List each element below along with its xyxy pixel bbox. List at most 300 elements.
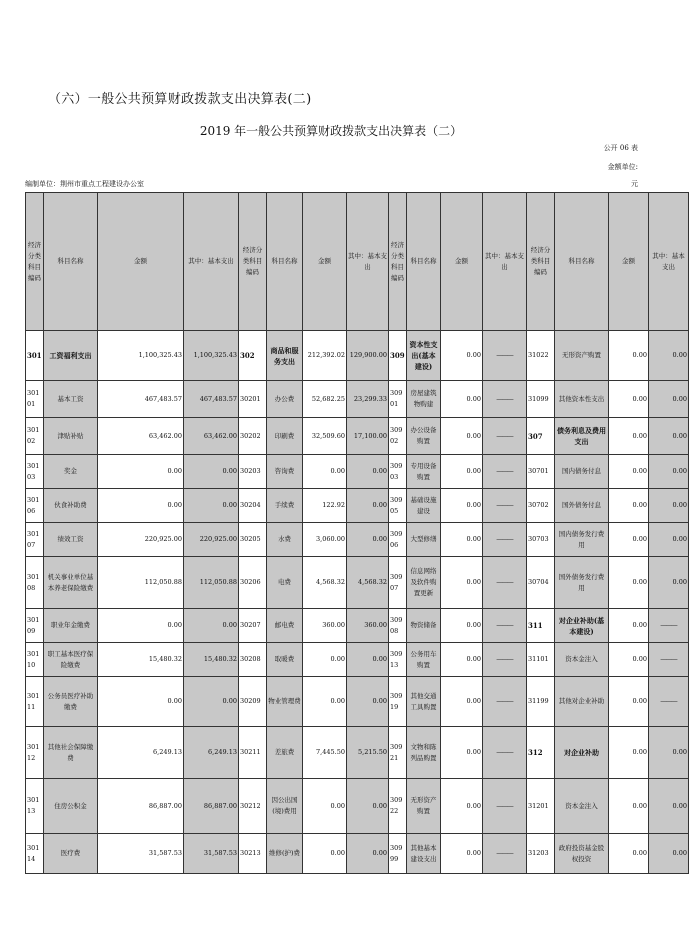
table-cell [98,677,184,727]
cell-text: 0.00 [372,849,387,857]
cell-text: 职业年金缴费 [51,621,90,629]
table-cell [267,381,303,418]
dash-placeholder: ——— [496,748,513,756]
dash-placeholder: ——— [496,431,513,440]
cell-text: 30908 [390,615,403,635]
table-cell [26,727,44,779]
cell-text: 301 [27,351,42,360]
cell-text: 307 [528,431,543,441]
table-cell [26,779,44,834]
cell-text: 无形资产购置 [562,351,601,359]
table-cell [527,418,555,455]
cell-text: 30906 [390,529,403,549]
table-cell [347,489,389,523]
table-cell [239,489,267,523]
cell-text: 0.00 [466,351,481,359]
table-cell [26,523,44,557]
table-cell [389,779,407,834]
table-cell [184,523,239,557]
cell-text: 0.00 [672,578,687,586]
table-cell [555,331,609,381]
cell-text: 312 [528,748,543,757]
table-cell [184,418,239,455]
cell-text: 取暖费 [274,655,295,663]
table-cell [407,418,441,455]
cell-text: 办公费 [274,394,295,403]
table-row [26,779,689,834]
table-cell [649,557,689,609]
table-cell [649,677,689,727]
table-cell [609,418,649,455]
table-cell [527,609,555,643]
cell-text: 30212 [240,801,261,810]
cell-text: 0.00 [632,621,647,629]
cell-text: 对企业补助(基本建设) [558,615,605,636]
table-cell [267,609,303,643]
cell-text: 0.00 [466,578,481,586]
cell-text: 0.00 [330,849,345,857]
cell-text: 63,462.00 [148,431,182,440]
table-cell [483,523,527,557]
table-cell [184,455,239,489]
table-cell [184,779,239,834]
table-cell [441,727,483,779]
cell-text: 30114 [27,843,40,863]
table-cell [555,523,609,557]
cell-text: 122.92 [322,501,345,509]
table-cell [407,643,441,677]
dash-placeholder: ——— [496,621,513,629]
cell-text: 6,249.13 [208,748,237,756]
table-cell [44,643,98,677]
cell-text: 0.00 [330,801,345,810]
cell-text: 0.00 [372,655,387,663]
cell-text: 30205 [240,535,261,543]
cell-text: 资本金注入 [565,655,598,663]
table-cell [26,609,44,643]
header-cell: 科目名称 [267,193,303,331]
cell-text: 32,509.60 [311,431,345,440]
table-cell [483,779,527,834]
cell-text: 其他交通工具购置 [410,691,437,711]
header-cell: 其中：基本支出 [483,193,527,331]
table-cell [347,557,389,609]
table-cell [441,779,483,834]
cell-text: 311 [528,621,543,630]
cell-text: 因公出国(境)费用 [271,796,298,815]
table-cell [303,677,347,727]
cell-text: 309 [390,351,405,360]
table-cell [303,834,347,874]
cell-text: 0.00 [632,849,647,857]
table-header-row [26,193,689,331]
cell-text: 0.00 [330,655,345,663]
table-cell [44,455,98,489]
cell-text: 31203 [528,849,549,857]
cell-text: 大型修缮 [410,535,437,543]
table-cell [609,677,649,727]
cell-text: 30901 [390,389,403,408]
table-cell [26,557,44,609]
table-cell [609,523,649,557]
table-cell [483,677,527,727]
cell-text: 国外债务付息 [562,501,601,509]
table-cell [267,523,303,557]
cell-text: 0.00 [466,431,481,440]
cell-text: 30701 [528,467,549,475]
table-cell [44,677,98,727]
header-cell: 经济分类科目编码 [527,193,555,331]
cell-text: 31099 [528,394,549,403]
table-cell [649,779,689,834]
cell-text: 绩效工资 [57,535,84,543]
table-cell [389,523,407,557]
table-cell [407,779,441,834]
header-cell: 经济分类科目编码 [239,193,267,331]
cell-text: 31201 [528,801,549,810]
cell-text: 112,050.88 [199,578,237,586]
table-cell [26,455,44,489]
table-cell [527,643,555,677]
table-cell [527,523,555,557]
table-cell [609,727,649,779]
cell-text: 其他社会保障缴费 [47,742,94,762]
table-cell [649,727,689,779]
table-cell [527,331,555,381]
table-cell [239,455,267,489]
table-cell [98,727,184,779]
table-cell [555,557,609,609]
cell-text: 资本性支出(基本建设) [409,340,438,371]
table-cell [267,677,303,727]
cell-text: 7,445.50 [316,748,345,756]
table-cell [649,381,689,418]
table-cell [44,331,98,381]
header-cell: 科目名称 [555,193,609,331]
header-cell: 经济分类科目编码 [26,193,44,331]
table-cell [184,727,239,779]
table-cell [98,523,184,557]
table-cell [267,779,303,834]
table-cell [389,643,407,677]
cell-text: 0.00 [372,801,387,810]
table-row [26,557,689,609]
cell-text: 对企业补助 [564,748,599,757]
cell-text: 基本工资 [57,394,84,403]
table-cell [389,381,407,418]
table-cell [267,557,303,609]
cell-text: 0.00 [632,394,647,403]
currency-label: 元 [631,180,638,188]
cell-text: 31022 [528,351,549,359]
table-cell [407,381,441,418]
header-cell: 科目名称 [44,193,98,331]
cell-text: 政府投资基金股权投资 [558,843,605,863]
table-cell [267,489,303,523]
cell-text: 物资储备 [410,621,437,629]
table-cell [483,489,527,523]
dash-placeholder: ——— [496,655,513,663]
table-cell [26,331,44,381]
table-cell [441,381,483,418]
table-body [26,331,689,874]
table-row [26,727,689,779]
cell-text: 住房公积金 [54,801,87,810]
cell-text: 30112 [27,742,40,762]
table-cell [347,381,389,418]
table-cell [555,643,609,677]
cell-text: 30208 [240,655,261,663]
table-cell [44,779,98,834]
cell-text: 机关事业单位基本养老保险缴费 [47,572,94,592]
cell-text: 房屋建筑物购建 [410,389,437,408]
table-cell [389,418,407,455]
cell-text: 债务利息及费用支出 [557,426,606,446]
table-cell [347,609,389,643]
table-cell [609,455,649,489]
cell-text: 伙食补助费 [54,501,87,509]
cell-text: 30999 [390,843,403,863]
cell-text: 0.00 [672,748,687,756]
table-cell [649,331,689,381]
cell-text: 0.00 [466,748,481,756]
table-cell [389,455,407,489]
table-cell [527,381,555,418]
table-cell [483,727,527,779]
cell-text: 30203 [240,467,261,475]
cell-text: 其他基本建设支出 [410,843,437,863]
cell-text: 30109 [27,615,40,635]
table-cell [483,609,527,643]
cell-text: 国内债务发行费用 [558,529,605,549]
table-cell [303,727,347,779]
table-cell [184,557,239,609]
cell-text: 邮电费 [274,621,295,629]
table-cell [555,677,609,727]
table-cell [347,523,389,557]
table-cell [239,523,267,557]
table-cell [184,609,239,643]
table-cell [347,418,389,455]
cell-text: 467,483.57 [199,394,237,403]
table-row [26,489,689,523]
table-cell [44,727,98,779]
table-cell [555,609,609,643]
cell-text: 4,568.32 [358,578,387,586]
table-cell [239,331,267,381]
cell-text: 0.00 [372,467,387,475]
cell-text: 30106 [27,495,40,515]
table-cell [407,727,441,779]
dash-placeholder: ——— [496,535,513,543]
table-cell [483,381,527,418]
cell-text: 0.00 [466,394,481,403]
table-cell [555,418,609,455]
cell-text: 6,249.13 [153,748,182,756]
cell-text: 专用设备购置 [410,461,437,481]
cell-text: 0.00 [372,535,387,543]
cell-text: 公务用车购置 [410,649,437,669]
table-cell [267,834,303,874]
table-cell [347,331,389,381]
cell-text: 30102 [27,426,40,445]
table-cell [441,609,483,643]
cell-text: 30103 [27,461,40,481]
dash-placeholder: ——— [496,501,513,509]
table-cell [98,609,184,643]
cell-text: 212,392.02 [307,351,345,359]
table-row [26,418,689,455]
cell-text: 52,682.25 [311,394,345,403]
cell-text: 0.00 [632,748,647,756]
cell-text: 31,587.53 [203,849,237,857]
cell-text: 0.00 [466,801,481,810]
cell-text: 467,483.57 [144,394,182,403]
table-cell [267,643,303,677]
cell-text: 0.00 [632,467,647,475]
header-cell: 经济分类科目编码 [389,193,407,331]
cell-text: 0.00 [672,394,687,403]
table-cell [303,609,347,643]
cell-text: 工资福利支出 [49,351,92,360]
cell-text: 信息网络及软件购置更新 [410,567,437,597]
cell-text: 30108 [27,572,40,592]
table-cell [98,455,184,489]
table-cell [441,557,483,609]
table-cell [267,418,303,455]
cell-text: 0.00 [222,621,237,629]
cell-text: 220,925.00 [199,535,237,543]
table-cell [184,643,239,677]
table-cell [267,455,303,489]
cell-text: 30201 [240,394,261,403]
cell-text: 0.00 [466,655,481,663]
table-cell [184,834,239,874]
table-cell [98,418,184,455]
table-cell [389,834,407,874]
dash-placeholder: ——— [660,621,677,629]
cell-text: 0.00 [672,801,687,810]
dash-placeholder: ——— [660,655,677,663]
cell-text: 63,462.00 [203,431,237,440]
cell-text: 0.00 [466,621,481,629]
header-cell: 其中：基本支出 [649,193,689,331]
table-cell [407,331,441,381]
cell-text: 86,887.00 [148,801,182,810]
table-cell [555,489,609,523]
dash-placeholder: ——— [496,394,513,403]
table-cell [184,489,239,523]
cell-text: 15,480.32 [148,655,182,663]
cell-text: 220,925.00 [144,535,182,543]
cell-text: 30919 [390,691,403,711]
table-cell [649,643,689,677]
cell-text: 医疗费 [60,849,81,857]
table-row [26,331,689,381]
table-cell [239,834,267,874]
dash-placeholder: ——— [496,578,513,586]
cell-text: 360.00 [364,621,387,629]
table-cell [389,557,407,609]
cell-text: 30921 [390,742,403,762]
table-cell [407,677,441,727]
header-cell: 其中：基本支出 [184,193,239,331]
unit-label: 金额单位: [607,163,638,171]
table-cell [609,489,649,523]
table-cell [239,418,267,455]
table-cell [239,727,267,779]
table-cell [184,331,239,381]
section-title: （六）一般公共预算财政拨款支出决算表(二) [48,92,312,107]
cell-text: 0.00 [672,431,687,440]
table-cell [303,455,347,489]
cell-text: 0.00 [632,697,647,705]
table-row [26,523,689,557]
table-cell [649,834,689,874]
table-cell [347,677,389,727]
table-cell [98,557,184,609]
cell-text: 奖金 [64,467,77,475]
table-cell [239,643,267,677]
cell-text: 30213 [240,849,261,857]
table-cell [609,557,649,609]
cell-text: 其他对企业补助 [558,697,605,705]
cell-text: 无形资产购置 [410,796,437,815]
table-cell [347,834,389,874]
table-cell [649,489,689,523]
expenditure-table-wrapper [25,192,689,874]
header-cell: 金额 [441,193,483,331]
table-cell [407,455,441,489]
table-row [26,643,689,677]
cell-text: 水费 [278,535,291,543]
cell-text: 0.00 [372,501,387,509]
table-cell [303,523,347,557]
table-row [26,381,689,418]
table-cell [303,489,347,523]
cell-text: 咨询费 [274,467,295,475]
cell-text: 360.00 [322,621,345,629]
table-row [26,834,689,874]
table-cell [555,727,609,779]
cell-text: 30206 [240,578,261,586]
table-cell [649,523,689,557]
cell-text: 电费 [278,578,291,586]
cell-text: 30211 [240,748,261,756]
table-cell [239,677,267,727]
cell-text: 30209 [240,697,261,705]
cell-text: 0.00 [672,501,687,509]
table-cell [441,455,483,489]
table-cell [184,677,239,727]
table-cell [407,609,441,643]
cell-text: 31199 [528,697,549,705]
cell-text: 5,215.50 [358,748,387,756]
cell-text: 30704 [528,578,549,586]
cell-text: 基础设施建设 [410,495,437,515]
table-cell [555,779,609,834]
cell-text: 30110 [27,649,40,669]
cell-text: 手续费 [274,501,295,509]
cell-text: 差旅费 [274,748,295,756]
cell-text: 0.00 [632,655,647,663]
cell-text: 0.00 [632,431,647,440]
table-cell [26,381,44,418]
cell-text: 物业管理费 [268,697,301,705]
table-cell [407,523,441,557]
table-cell [483,418,527,455]
table-cell [483,455,527,489]
